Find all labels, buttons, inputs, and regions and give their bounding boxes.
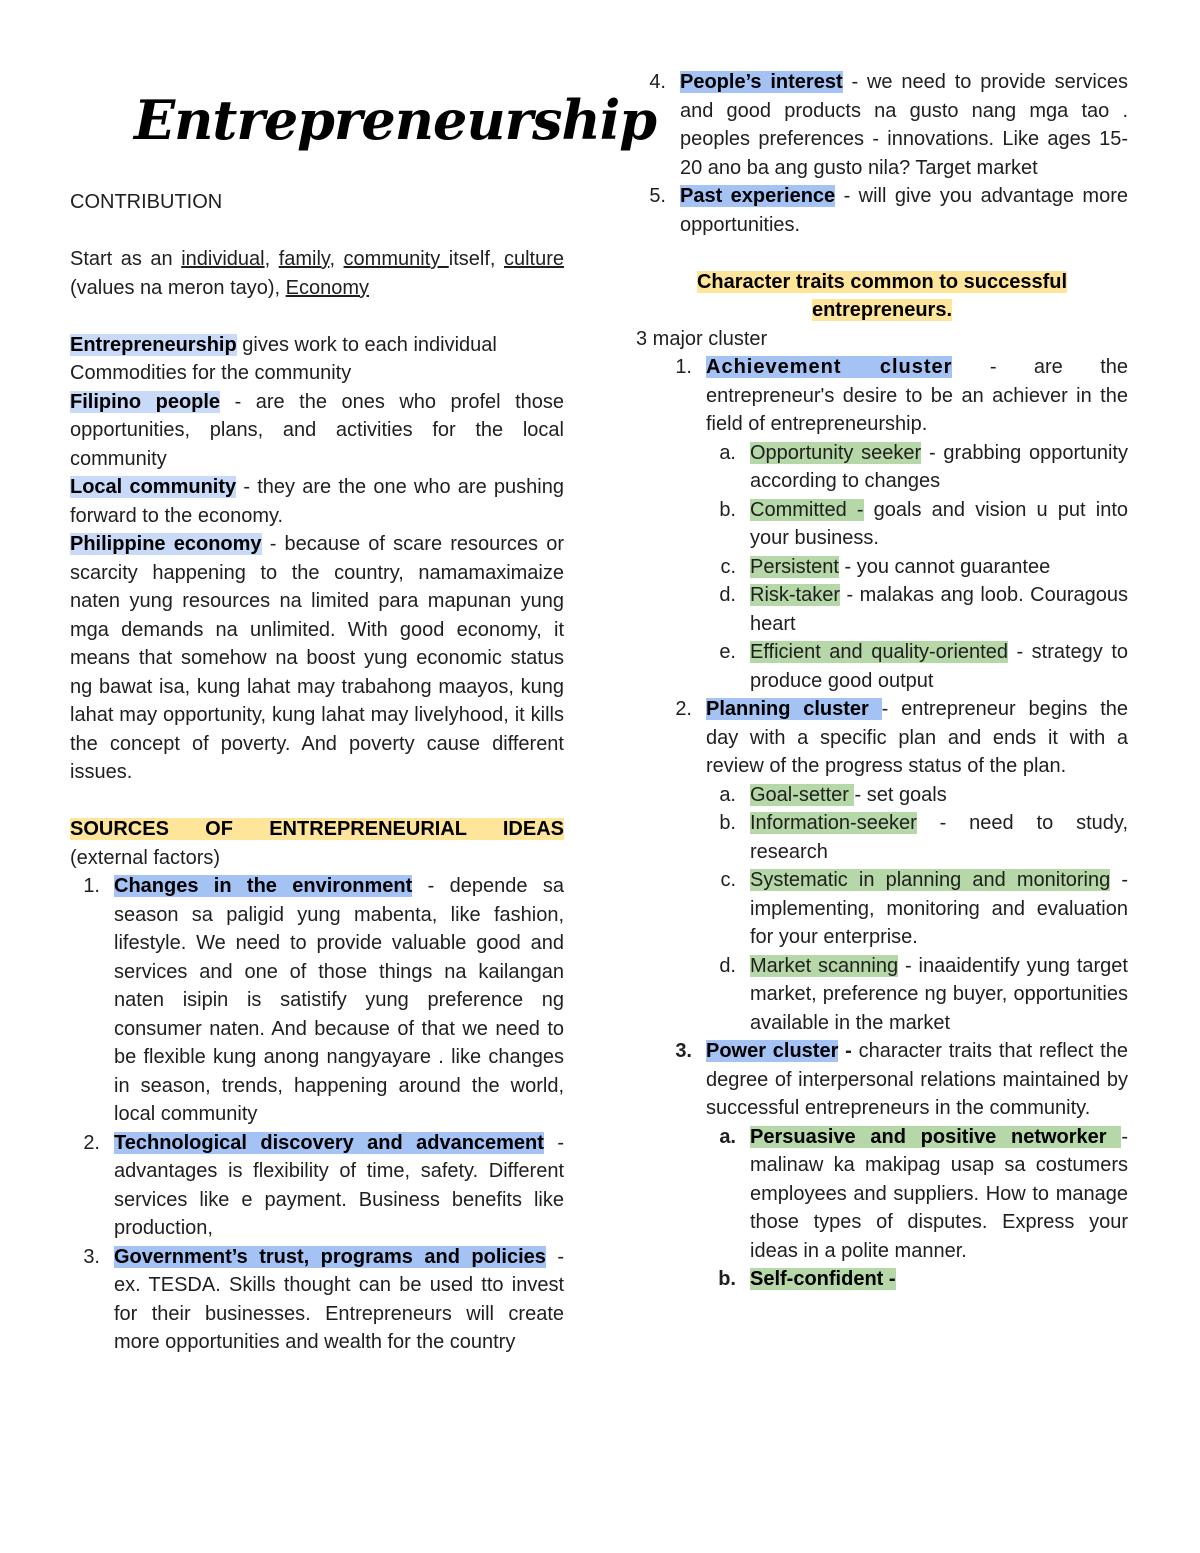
local-community-paragraph: Local community - they are the one who are pushing forward to the economy. xyxy=(70,476,564,527)
contribution-heading: CONTRIBUTION xyxy=(70,191,223,213)
sources-subheading: (external factors) xyxy=(70,846,221,869)
source-item: 2. Technological discovery and advancement - advantages is flexibility of time, safety. Different services like e payment. Business benefits like production, xyxy=(83,1131,564,1239)
trait-item: a. Opportunity seeker - grabbing opportunity according to changes xyxy=(719,441,1128,492)
trait-item: e. Efficient and quality-oriented - strategy to produce good output xyxy=(719,641,1129,692)
cluster-item: 1. Achievement cluster - are the entrepreneur's desire to be an achiever in the field of entrepreneurship. xyxy=(675,356,1128,435)
cluster-item: 3. Power cluster - character traits that reflect the degree of interpersonal relations maintained by successful entrepreneurs in the community. xyxy=(675,1040,1128,1119)
commodities-line: Commodities for the community xyxy=(70,362,352,384)
philippine-economy-paragraph: Philippine economy - because of scare resources or scarcity happening to the country, namamaximaize naten yung resources na limited para mapunan yung mga demands na unlimited. With good economy, it means that somehow na boost yung economic status ng bawat isa, kung lahat may trabahong maayos, kung lahat may opportunity, kung lahat may livelyhood, it kills the concept of poverty. And poverty cause different issues. xyxy=(70,533,564,783)
major-cluster-line: 3 major cluster xyxy=(636,327,768,350)
start-paragraph: Start as an individual, family, community itself, culture (values na meron tayo), Economy xyxy=(70,248,564,299)
source-item: 4. People’s interest - we need to provide services and good products na gusto nang mga tao . peoples preferences - innovations. Like ages 15- 20 ano ba ang gusto nila? Target market xyxy=(649,71,1128,179)
trait-item: c. Systematic in planning and monitoring - implementing, monitoring and evaluation for your enterprise. xyxy=(720,869,1128,948)
entrepreneurship-paragraph: Entrepreneurship gives work to each individual xyxy=(70,333,497,356)
filipino-people-paragraph: Filipino people - are the ones who profel those opportunities, plans, and activities for the local community xyxy=(70,390,564,470)
document-title: Entrepreneurship xyxy=(134,88,656,152)
trait-item: d. Market scanning - inaaidentify yung target market, preference ng buyer, opportunities available in the market xyxy=(719,954,1128,1034)
trait-item: c. Persistent - you cannot guarantee xyxy=(720,555,1051,578)
source-item: 3. Government’s trust, programs and policies - ex. TESDA. Skills thought can be used tto invest for their businesses. Entrepreneurs will create more opportunities and wealth for the country xyxy=(83,1245,564,1353)
trait-item: b. Self-confident - xyxy=(718,1268,896,1290)
trait-item: a. Persuasive and positive networker - malinaw ka makipag usap sa costumers employees and suppliers. How to manage those types of disputes. Express your ideas in a polite manner. xyxy=(719,1125,1128,1262)
trait-item: b. Committed - goals and vision u put into your business. xyxy=(719,498,1128,549)
right-column xyxy=(636,68,1128,1294)
traits-heading: Character traits common to successful entrepreneurs. xyxy=(696,270,1068,321)
cluster-item: 2. Planning cluster - entrepreneur begins the day with a specific plan and ends it with a review of the progress status of the plan. xyxy=(675,698,1128,777)
source-item: 1. Changes in the environment - depende sa season sa paligid yung mabenta, like fashion, lifestyle. We need to provide valuable good and services and one of those things na kailangan naten isipin is satistify yung preference ng consumer naten. And because of that we need to be flexible kung anong nangyayare . like changes in season, trends, happening around the world, local community xyxy=(83,875,564,1125)
trait-item: d. Risk-taker - malakas ang loob. Couragous heart xyxy=(719,584,1128,635)
trait-item: b. Information-seeker - need to study, research xyxy=(719,812,1128,863)
left-column xyxy=(70,68,656,1357)
source-item: 5. Past experience - will give you advantage more opportunities. xyxy=(649,185,1128,236)
trait-item: a. Goal-setter - set goals xyxy=(719,783,947,806)
sources-heading: SOURCES OF ENTREPRENEURIAL IDEAS xyxy=(70,818,564,840)
